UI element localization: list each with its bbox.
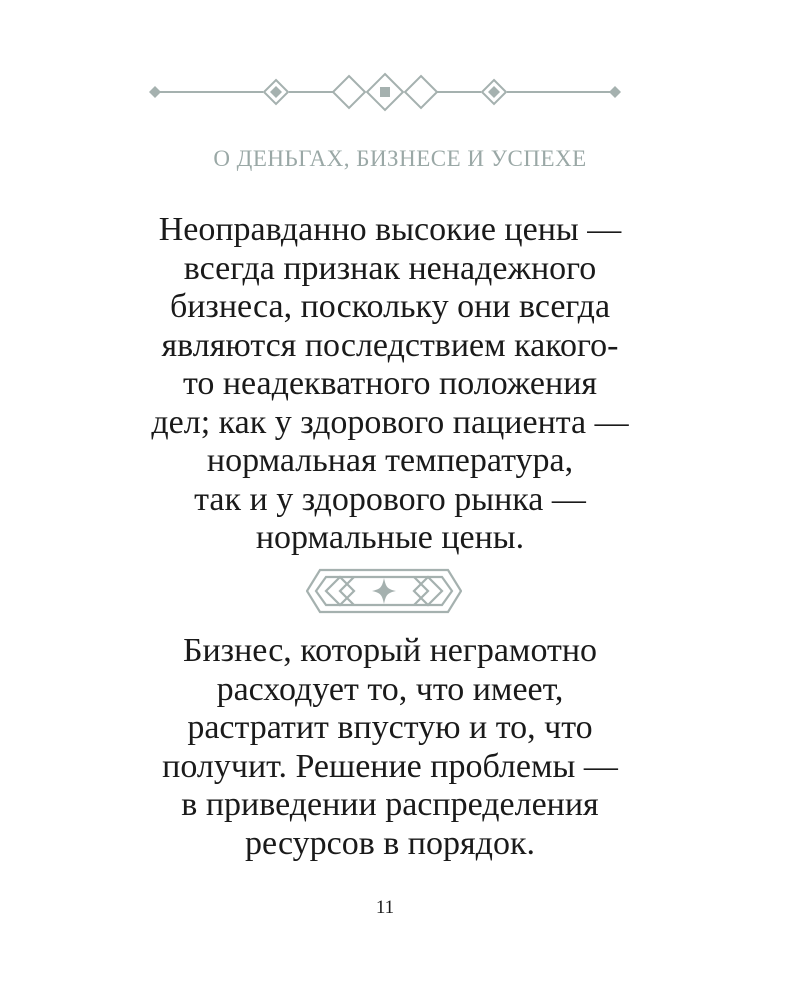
quote-line: растратит впустую и то, что — [187, 709, 593, 746]
page-number: 11 — [375, 897, 395, 918]
quote-line: в приведении распределения — [181, 786, 599, 823]
quote-line: Бизнес, который неграмотно — [182, 632, 598, 669]
quote-line: Неоправданно высокие цены — — [158, 211, 622, 248]
quote-line: получит. Решение проблемы — — [162, 747, 618, 785]
top-divider-ornament-icon — [145, 72, 625, 112]
quote-block — [100, 632, 680, 863]
quote-line: дел; как у здорового пациента — — [151, 403, 629, 441]
quote-line: нормальные цены. — [255, 519, 525, 556]
section-title: О ДЕНЬГАХ, БИЗНЕСЕ И УСПЕХЕ — [213, 146, 587, 171]
quote-line: ресурсов в порядок. — [245, 824, 535, 862]
quote-line: расходует то, что имеет, — [216, 670, 564, 708]
quote-block — [100, 211, 680, 558]
hexagon-star-divider-icon — [306, 568, 462, 614]
quote-line: нормальная температура, — [206, 442, 574, 479]
quote-line: являются последствием какого- — [161, 326, 619, 364]
quote-line: то неадекватного положения — [182, 365, 598, 402]
quote-line: бизнеса, поскольку они всегда — [169, 288, 611, 325]
quote-line: всегда признак ненадежного — [183, 249, 597, 287]
quote-line: так и у здорового рынка — — [194, 480, 586, 518]
